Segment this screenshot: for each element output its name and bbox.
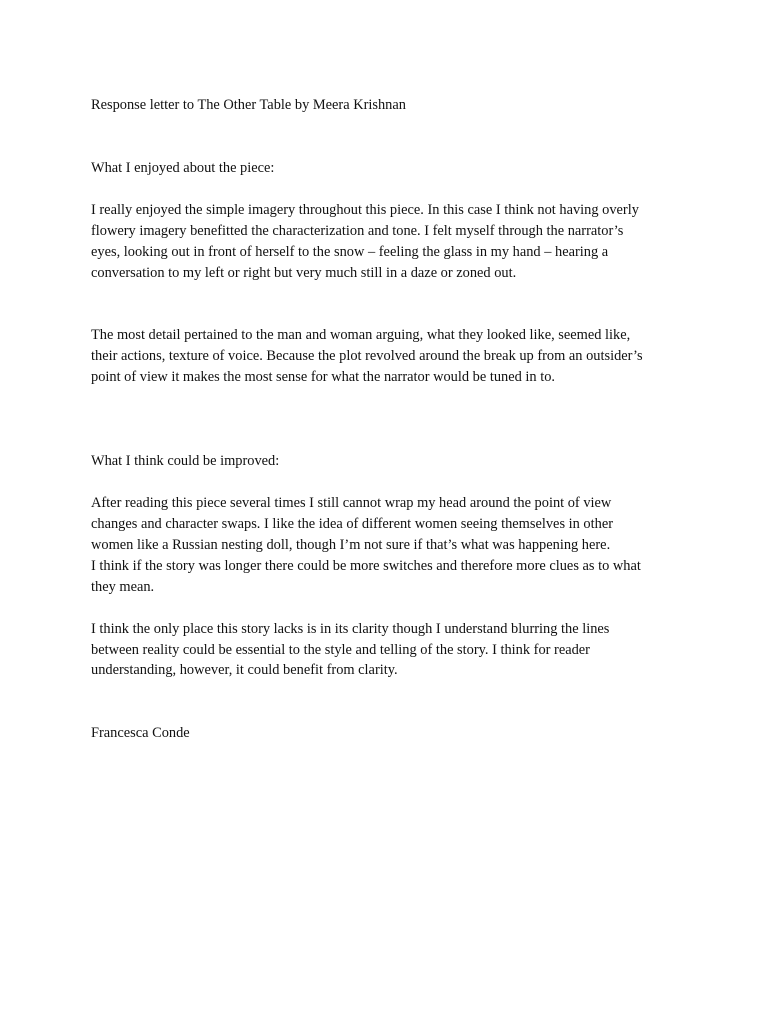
section-heading-enjoyed: What I enjoyed about the piece: — [91, 159, 275, 176]
paragraph-line: point of view it makes the most sense for what the narrator would be tuned in to. — [91, 369, 555, 386]
paragraph-line: women like a Russian nesting doll, though I’m not sure if that’s what was happening here. — [91, 536, 611, 553]
document-body — [91, 95, 681, 744]
paragraph-line: I really enjoyed the simple imagery throughout this piece. In this case I think not having overly — [91, 201, 639, 218]
paragraph-line: After reading this piece several times I still cannot wrap my head around the point of view — [91, 495, 612, 512]
paragraph-line: they mean. — [91, 578, 155, 595]
paragraph-enjoyed-detail — [91, 325, 681, 388]
paragraph-enjoyed-imagery — [91, 200, 681, 284]
signature: Francesca Conde — [91, 725, 190, 742]
paragraph-line: eyes, looking out in front of herself to the snow – feeling the glass in my hand – hearing a — [91, 243, 609, 260]
paragraph-line: understanding, however, it could benefit from clarity. — [91, 662, 398, 679]
paragraph-line: changes and character swaps. I like the idea of different women seeing themselves in other — [91, 515, 613, 532]
document-title: Response letter to The Other Table by Meera Krishnan — [91, 97, 406, 113]
section-heading-improved: What I think could be improved: — [91, 453, 280, 470]
paragraph-line: between reality could be essential to the style and telling of the story. I think for reader — [91, 641, 590, 658]
paragraph-line: flowery imagery benefitted the characterization and tone. I felt myself through the narrator’s — [91, 222, 624, 239]
paragraph-line: conversation to my left or right but very much still in a daze or zoned out. — [91, 264, 517, 281]
paragraph-line: I think the only place this story lacks is in its clarity though I understand blurring the lines — [91, 620, 610, 637]
paragraph-line: I think if the story was longer there could be more switches and therefore more clues as to what — [91, 557, 641, 574]
paragraph-line: their actions, texture of voice. Because the plot revolved around the break up from an outsider’s — [91, 348, 643, 365]
paragraph-improved-clarity — [91, 619, 681, 682]
paragraph-line: The most detail pertained to the man and woman arguing, what they looked like, seemed like, — [91, 327, 631, 344]
paragraph-improved-pov — [91, 493, 681, 598]
